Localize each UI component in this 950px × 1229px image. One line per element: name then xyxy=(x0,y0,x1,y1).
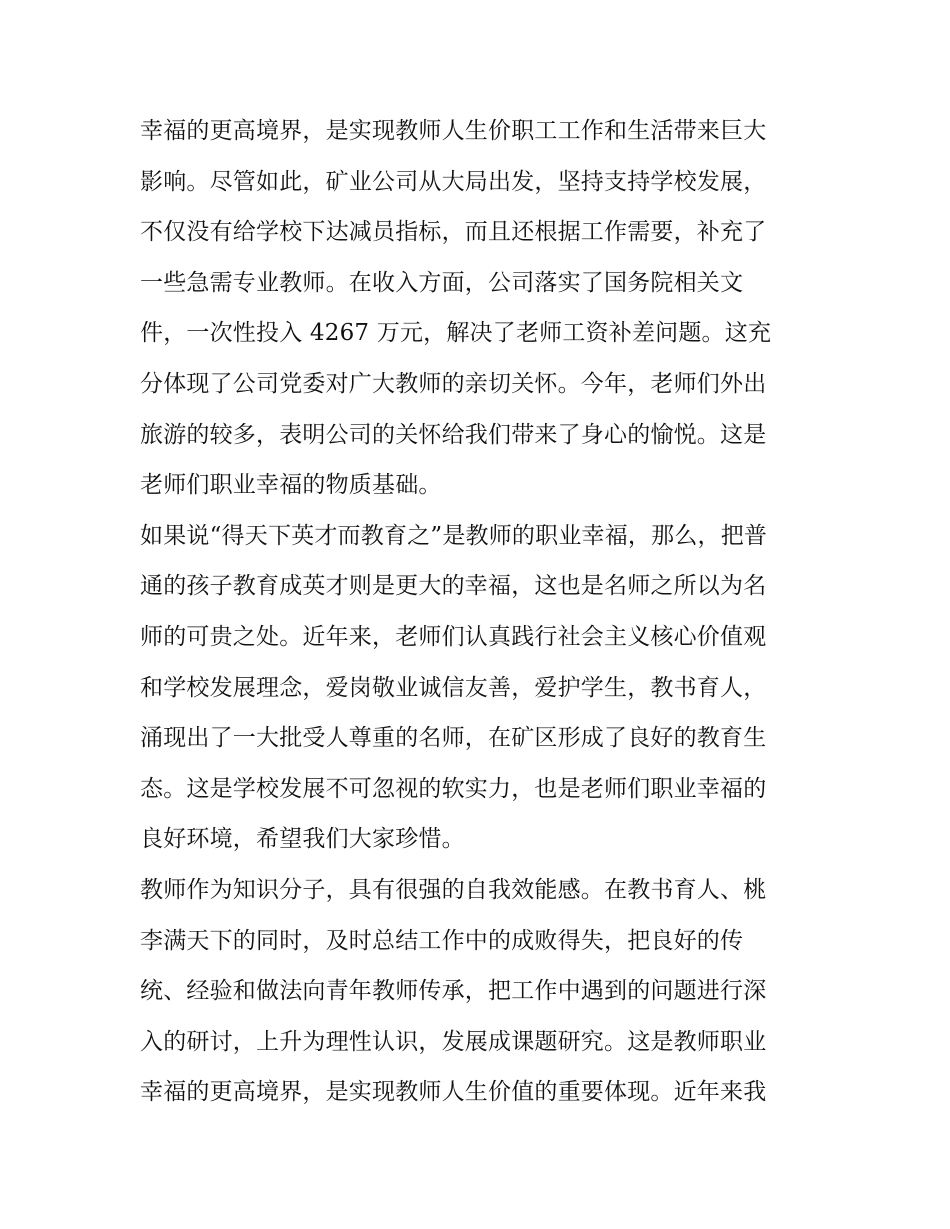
text-line: 涌现出了一大批受人尊重的名师，在矿区形成了良好的教育生 xyxy=(140,725,767,752)
text-line: 通的孩子教育成英才则是更大的幸福，这也是名师之所以为名 xyxy=(140,573,767,600)
text-line: 李满天下的同时，及时总结工作中的成败得失，把良好的传 xyxy=(140,927,744,954)
text-line: 幸福的更高境界，是实现教师人生价职工工作和生活带来巨大 xyxy=(140,118,767,144)
text-line: 师的可贵之处。近年来，老师们认真践行社会主义核心价值观 xyxy=(140,623,767,650)
text-line: 态。这是学校发展不可忽视的软实力，也是老师们职业幸福的 xyxy=(140,775,767,802)
text-line: 如果说“得天下英才而教育之”是教师的职业幸福，那么，把普 xyxy=(140,522,768,549)
text-line: 入的研讨，上升为理性认识，发展成课题研究。这是教师职业 xyxy=(140,1028,767,1055)
text-line: 分体现了公司党委对广大教师的亲切关怀。今年，老师们外出 xyxy=(140,370,767,397)
text-line: 统、经验和做法向青年教师传承，把工作中遇到的问题进行深 xyxy=(140,978,767,1005)
text-line: 教师作为知识分子，具有很强的自我效能感。在教书育人、桃 xyxy=(140,876,767,903)
text-line: 影响。尽管如此，矿业公司从大局出发，坚持支持学校发展， xyxy=(140,168,767,195)
body-text xyxy=(140,106,820,1118)
text-line: 幸福的更高境界，是实现教师人生价值的重要体现。近年来我 xyxy=(140,1079,767,1106)
text-line: 旅游的较多，表明公司的关怀给我们带来了身心的愉悦。这是 xyxy=(140,421,767,448)
text-line: 件，一次性投入 4267 万元，解决了老师工资补差问题。这充 xyxy=(140,320,772,347)
text-line: 良好环境，希望我们大家珍惜。 xyxy=(140,826,465,853)
text-line: 一些急需专业教师。在收入方面，公司落实了国务院相关文 xyxy=(140,269,744,296)
text-line: 和学校发展理念，爱岗敬业诚信友善，爱护学生，教书育人， xyxy=(140,674,767,701)
text-line: 老师们职业幸福的物质基础。 xyxy=(140,472,442,499)
text-line: 不仅没有给学校下达减员指标，而且还根据工作需要，补充了 xyxy=(140,219,767,246)
